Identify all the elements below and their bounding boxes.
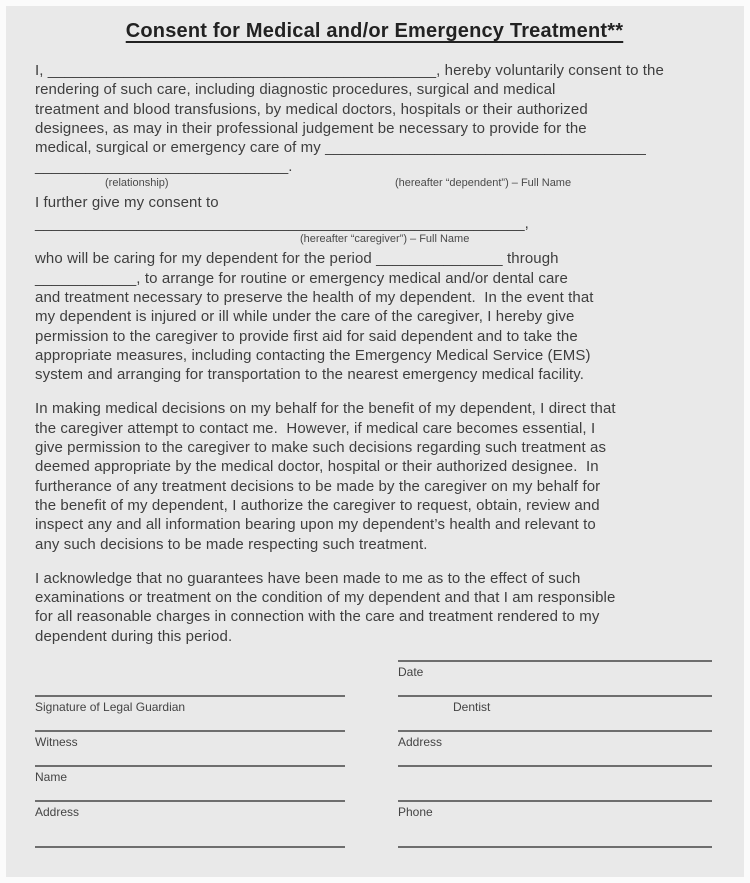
name-label: Name [35, 770, 68, 785]
sig-field-witness [35, 730, 345, 765]
address-right-line [398, 730, 712, 732]
dentist-line [398, 695, 712, 697]
dentist-label: Dentist [453, 700, 491, 715]
sig-empty-cell [35, 660, 345, 695]
text-line: permission to the caregiver to provide first aid for said dependent and to take the [35, 327, 578, 345]
sig-field-name [35, 765, 345, 800]
text-line: I acknowledge that no guarantees have been made to me as to the effect of such [35, 569, 581, 587]
witness-line [35, 730, 345, 732]
text-line: ______________________________. [35, 158, 293, 176]
caption-caregiver-full-name: (hereafter “caregiver”) – Full Name [300, 233, 470, 246]
sig-field-address-left [35, 800, 345, 835]
sig-field-unlabeled-bottom-right [398, 835, 712, 883]
caption-row-relationship-dependent [35, 177, 714, 193]
text-line: designees, as may in their professional judgement be necessary to provide for the [35, 119, 587, 137]
text-line: the caregiver attempt to contact me. However, if medical care becomes essential, I [35, 419, 596, 437]
legal-guardian-signature-line [35, 695, 345, 697]
paragraph-medical-decisions [35, 399, 714, 553]
text-line: treatment and blood transfusions, by medical doctors, hospitals or their authorized [35, 100, 588, 118]
unlabeled-bottom-left-line [35, 846, 345, 848]
text-line: inspect any and all information bearing upon my dependent’s health and relevant to [35, 516, 596, 534]
text-line: any such decisions to be made respecting such treatment. [35, 535, 428, 553]
name-line [35, 765, 345, 767]
text-line: my dependent is injured or ill while under the care of the caregiver, I hereby give [35, 308, 575, 326]
text-line: In making medical decisions on my behalf for the benefit of my dependent, I direct that [35, 400, 616, 418]
phone-label: Phone [398, 805, 433, 820]
sig-field-dentist [398, 695, 712, 730]
text-line: who will be caring for my dependent for the period _______________ through [35, 250, 559, 268]
address-left-label: Address [35, 805, 80, 820]
sig-field-legal-guardian [35, 695, 345, 730]
caption-dependent-full-name: (hereafter “dependent”) – Full Name [395, 176, 572, 189]
text-line: give permission to the caregiver to make such decisions regarding such treatment as [35, 439, 607, 457]
caption-relationship: (relationship) [105, 176, 169, 189]
text-line: appropriate measures, including contacting the Emergency Medical Service (EMS) [35, 346, 591, 364]
sig-field-address-right [398, 730, 712, 765]
paragraph-caregiver-period [35, 249, 714, 384]
text-line: medical, surgical or emergency care of my ______________________________________ [35, 139, 646, 157]
signature-section [35, 660, 714, 883]
text-line: for all reasonable charges in connection with the care and treatment rendered to my [35, 608, 600, 626]
phone-line [398, 800, 712, 802]
text-line: rendering of such care, including diagnostic procedures, surgical and medical [35, 81, 556, 99]
sig-field-date [398, 660, 712, 695]
paragraph-acknowledgement [35, 569, 714, 646]
sig-field-unlabeled-bottom-left [35, 835, 345, 883]
text-line: I, ______________________________________________, hereby voluntarily consent to the [35, 62, 664, 79]
text-line: dependent during this period. [35, 627, 233, 645]
sig-field-phone [398, 800, 712, 835]
witness-label: Witness [35, 735, 78, 750]
text-line: ____________, to arrange for routine or emergency medical and/or dental care [35, 269, 568, 287]
text-line: system and arranging for transportation to the nearest emergency medical facility. [35, 366, 585, 384]
unlabeled-right-line [398, 765, 712, 767]
date-label: Date [398, 665, 424, 680]
text-line: deemed appropriate by the medical doctor, hospital or their authorized designee. In [35, 458, 599, 476]
address-right-label: Address [398, 735, 443, 750]
sig-field-unlabeled-right [398, 765, 712, 800]
text-line: the benefit of my dependent, I authorize the caregiver to request, obtain, review and [35, 496, 600, 514]
date-signature-line [398, 660, 712, 662]
text-line: and treatment necessary to preserve the health of my dependent. In the event that [35, 288, 594, 306]
text-line: examinations or treatment on the condition of my dependent and that I am responsible [35, 589, 616, 607]
address-left-line [35, 800, 345, 802]
caregiver-name-blank: __________________________________________________________, [35, 215, 529, 233]
text-line: furtherance of any treatment decisions to be made by the caregiver on my behalf for [35, 477, 601, 495]
further-consent-line: I further give my consent to [35, 193, 219, 211]
paragraph-consent-intro [35, 61, 714, 177]
unlabeled-bottom-right-line [398, 846, 712, 848]
page-title: Consent for Medical and/or Emergency Treatment** [125, 20, 624, 42]
legal-guardian-label: Signature of Legal Guardian [35, 700, 186, 715]
caption-row-caregiver [35, 233, 714, 249]
